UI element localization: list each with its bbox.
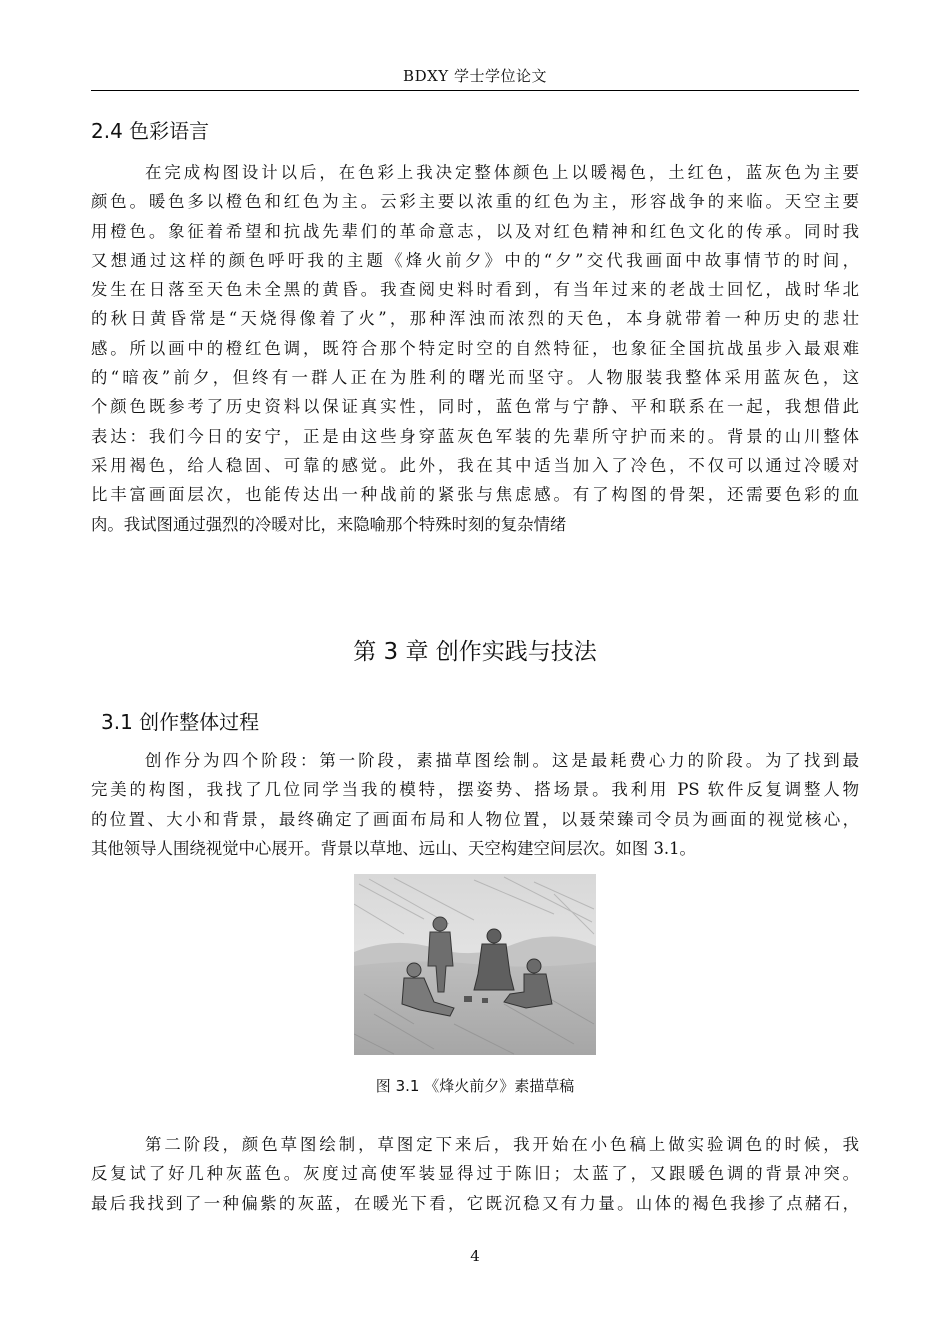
- text-line: 用橙色。象征着希望和抗战先辈们的革命意志，以及对红色精神和红色文化的传承。同时我: [91, 221, 859, 241]
- running-header: BDXY 学士学位论文: [403, 67, 547, 85]
- text-line: 最后我找到了一种偏紫的灰蓝，在暖光下看，它既沉稳又有力量。山体的褐色我掺了点赭石，: [91, 1193, 859, 1213]
- page-number: 4: [470, 1247, 480, 1265]
- text-line: 完美的构图，我找了几位同学当我的模特，摆姿势、搭场景。我利用 PS 软件反复调整人物: [91, 780, 859, 800]
- text-line: 其他领导人围绕视觉中心展开。背景以草地、远山、天空构建空间层次。如图 3.1。: [91, 838, 696, 858]
- text-line: 肉。我试图通过强烈的冷暖对比，来隐喻那个特殊时刻的复杂情绪: [91, 514, 567, 534]
- chapter-heading: 第 3 章 创作实践与技法: [353, 639, 597, 665]
- text-line: 发生在日落至天色未全黑的黄昏。我查阅史料时看到，有当年过来的老战士回忆，战时华北: [91, 280, 859, 300]
- text-line: 采用褐色，给人稳固、可靠的感觉。此外，我在其中适当加入了冷色，不仅可以通过冷暖对: [91, 455, 859, 475]
- text-line: 第二阶段，颜色草图绘制，草图定下来后，我开始在小色稿上做实验调色的时候，我: [145, 1135, 859, 1154]
- figure-sketch-image: [354, 874, 596, 1055]
- paragraph-creation-process: [91, 746, 859, 863]
- text-line: 在完成构图设计以后，在色彩上我决定整体颜色上以暖褐色，土红色，蓝灰色为主要: [145, 163, 859, 182]
- text-line: 的“暗夜”前夕，但终有一群人正在为胜利的曙光而坚守。人物服装我整体采用蓝灰色，这: [91, 368, 859, 388]
- text-line: 表达：我们今日的安宁，正是由这些身穿蓝灰色军装的先辈所守护而来的。背景的山川整体: [91, 426, 859, 446]
- text-line: 的秋日黄昏常是“天烧得像着了火”，那种浑浊而浓烈的天色，本身就带着一种历史的悲壮: [91, 309, 859, 329]
- text-line: 创作分为四个阶段：第一阶段，素描草图绘制。这是最耗费心力的阶段。为了找到最: [145, 751, 859, 770]
- sketch-illustration: [354, 874, 596, 1055]
- text-line: 个颜色既参考了历史资料以保证真实性，同时，蓝色常与宁静、平和联系在一起，我想借此: [91, 397, 859, 417]
- text-line: 感。所以画中的橙红色调，既符合那个特定时空的自然特征，也象征全国抗战虽步入最艰难: [91, 338, 859, 358]
- section-heading-2-4: 2.4 色彩语言: [91, 119, 210, 143]
- text-line: 颜色。暖色多以橙色和红色为主。云彩主要以浓重的红色为主，形容战争的来临。天空主要: [91, 192, 859, 212]
- figure-caption: 图 3.1 《烽火前夕》素描草稿: [375, 1077, 575, 1095]
- paragraph-second-stage: [91, 1130, 859, 1218]
- header-rule: [91, 90, 859, 91]
- text-line: 反复试了好几种灰蓝色。灰度过高使军装显得过于陈旧；太蓝了，又跟暖色调的背景冲突。: [91, 1164, 859, 1184]
- text-line: 比丰富画面层次，也能传达出一种战前的紧张与焦虑感。有了构图的骨架，还需要色彩的血: [91, 485, 859, 505]
- text-line: 又想通过这样的颜色呼吁我的主题《烽火前夕》中的“夕”交代我画面中故事情节的时间，: [91, 250, 859, 270]
- text-line: 的位置、大小和背景，最终确定了画面布局和人物位置，以聂荣臻司令员为画面的视觉核心，: [91, 809, 859, 829]
- paragraph-color-language: [91, 158, 859, 539]
- section-heading-3-1: 3.1 创作整体过程: [101, 710, 260, 734]
